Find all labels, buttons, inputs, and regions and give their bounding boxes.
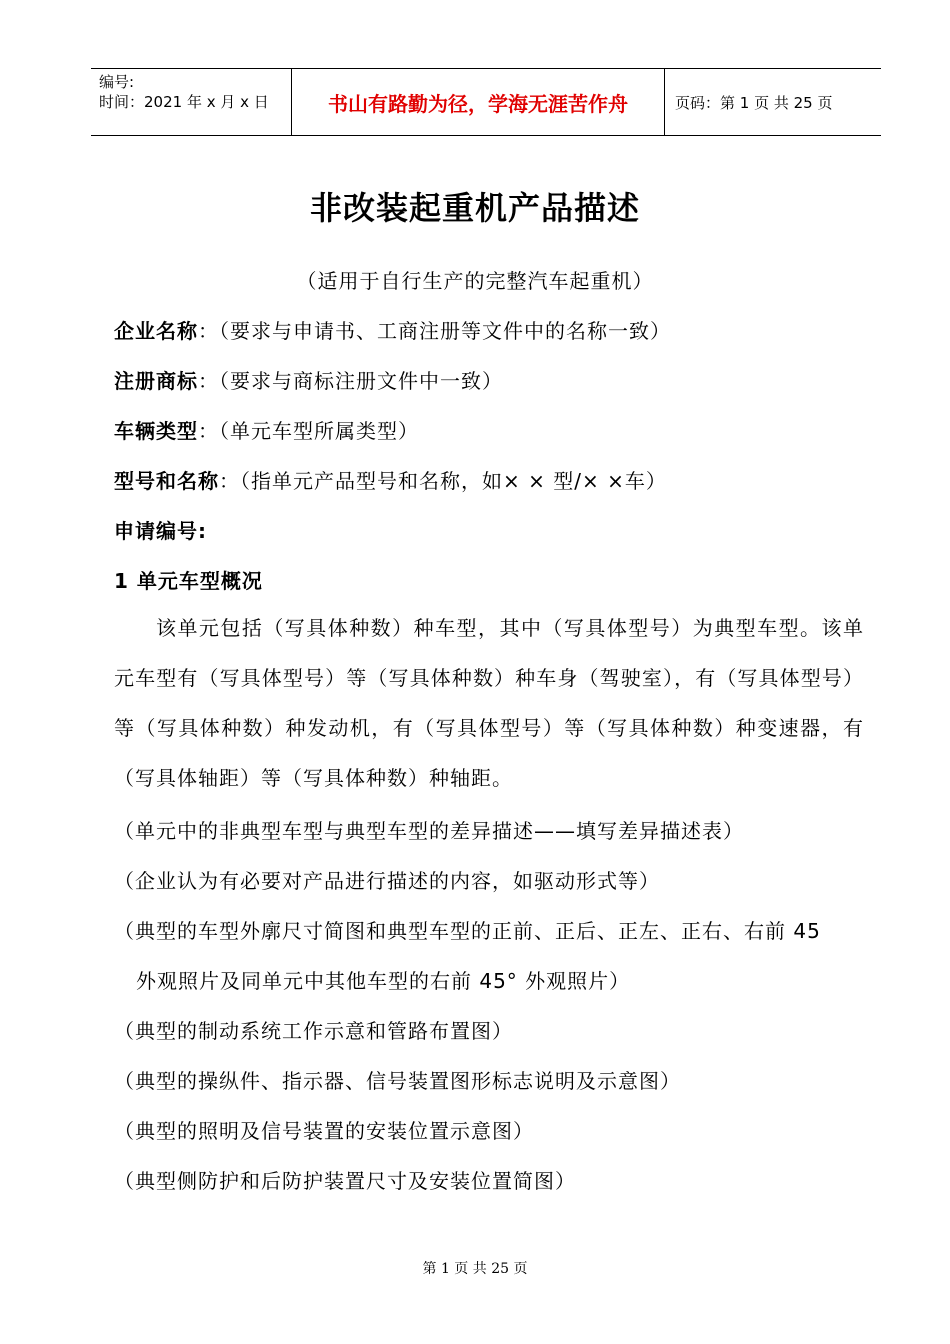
note-brake-system: （典型的制动系统工作示意和管路布置图） [114, 1019, 513, 1043]
field-value: ：（单元车型所属类型） [198, 419, 419, 443]
header-meta [91, 69, 292, 135]
note-dimensions-cont: 外观照片及同单元中其他车型的右前 45° 外观照片） [136, 969, 631, 993]
note-lighting: （典型的照明及信号装置的安装位置示意图） [114, 1119, 534, 1143]
field-trademark [114, 365, 503, 394]
field-value: ：（要求与申请书、工商注册等文件中的名称一致） [198, 319, 671, 343]
header-motto: 书山有路勤为径，学海无涯苦作舟 [292, 69, 665, 135]
document-subtitle: （适用于自行生产的完整汽车起重机） [296, 269, 654, 293]
field-vehicle-type [114, 415, 419, 444]
header-table [91, 68, 881, 136]
header-page-number: 页码：第 1 页 共 25 页 [675, 93, 833, 112]
note-controls: （典型的操纵件、指示器、信号装置图形标志说明及示意图） [114, 1069, 681, 1093]
section-1-paragraph: 该单元包括（写具体种数）种车型，其中（写具体型号）为典型车型。该单元车型有（写具体型号）等（写具体种数）种车身（驾驶室），有（写具体型号）等（写具体种数）种发动机，有（写具体型号）等（写具体种数）种变速器，有（写具体轴距）等（写具体种数）种轴距。 [114, 616, 864, 790]
document-title: 非改装起重机产品描述 [309, 189, 640, 227]
note-dimensions: （典型的车型外廓尺寸简图和典型车型的正前、正后、正左、正右、右前 45 [114, 919, 821, 943]
field-value: ：（指单元产品型号和名称，如× × 型/× ×车） [219, 469, 667, 493]
field-company-name [114, 315, 671, 344]
section-1-heading: 1 单元车型概况 [114, 569, 263, 593]
field-label: 申请编号: [114, 519, 207, 543]
field-application-number [114, 515, 207, 544]
field-label: 注册商标 [114, 369, 198, 393]
field-label: 车辆类型 [114, 419, 198, 443]
note-difference: （单元中的非典型车型与典型车型的差异描述——填写差异描述表） [114, 819, 744, 843]
time-label: 时间：2021 年 x 月 x 日 [99, 93, 269, 111]
page-footer: 第 1 页 共 25 页 [422, 1261, 528, 1277]
field-label: 企业名称 [114, 319, 198, 343]
field-model-name [114, 465, 667, 494]
field-label: 型号和名称 [114, 469, 219, 493]
serial-label: 编号: [99, 73, 135, 91]
note-protection: （典型侧防护和后防护装置尺寸及安装位置简图） [114, 1169, 576, 1193]
note-description: （企业认为有必要对产品进行描述的内容，如驱动形式等） [114, 869, 660, 893]
field-value: ：（要求与商标注册文件中一致） [198, 369, 503, 393]
